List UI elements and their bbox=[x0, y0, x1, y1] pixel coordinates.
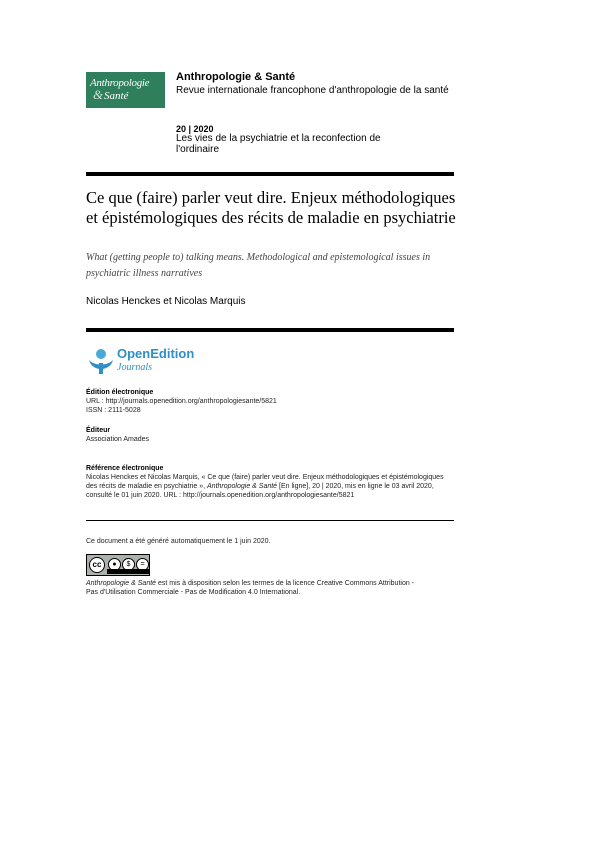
bottom-rule bbox=[86, 520, 454, 521]
cc-license-badge[interactable] bbox=[86, 554, 150, 576]
cc-badge-bar bbox=[107, 569, 149, 574]
publisher-name: Association Amades bbox=[86, 436, 150, 443]
edition-heading: Édition électronique bbox=[86, 389, 154, 396]
generated-note: Ce document a été généré automatiquement le 1 juin 2020. bbox=[86, 538, 271, 545]
middle-rule bbox=[86, 328, 454, 332]
journal-logo bbox=[86, 72, 165, 108]
issue-title: Les vies de la psychiatrie et la reconfection de l'ordinaire bbox=[176, 133, 381, 155]
edition-issn: ISSN : 2111-5028 bbox=[86, 407, 141, 414]
logo-text-line2: Santé bbox=[104, 90, 129, 102]
logo-ampersand: & bbox=[93, 87, 104, 102]
article-authors: Nicolas Henckes et Nicolas Marquis bbox=[86, 296, 246, 307]
reference-block bbox=[86, 464, 456, 500]
nc-icon: $ bbox=[122, 558, 135, 571]
top-rule bbox=[86, 172, 454, 176]
reference-text-part2: [En ligne], 20 | 2020, mis en ligne le 03 avril 2020, consulté le 01 juin 2020. URL : http://journals.openedition.org/anthropologiesante/5821 bbox=[86, 483, 434, 499]
publisher-heading: Éditeur bbox=[86, 427, 111, 434]
openedition-journals: Journals bbox=[117, 362, 152, 373]
reference-journal: Anthropologie & Santé bbox=[207, 483, 278, 490]
publisher-block bbox=[86, 426, 149, 444]
openedition-name: OpenEdition bbox=[117, 346, 195, 361]
cc-icon: cc bbox=[89, 557, 105, 573]
journal-subtitle: Revue internationale francophone d'anthropologie de la santé bbox=[176, 85, 449, 96]
nd-icon: = bbox=[136, 558, 149, 571]
issue-number: 20 | 2020 bbox=[176, 124, 214, 134]
reference-heading: Référence électronique bbox=[86, 465, 164, 472]
edition-url[interactable]: URL : http://journals.openedition.org/anthropologiesante/5821 bbox=[86, 398, 277, 405]
license-text-block bbox=[86, 579, 416, 597]
article-alt-title: What (getting people to) talking means. Methodological and epistemological issues in psychiatric illness narratives bbox=[86, 252, 431, 279]
by-icon: ● bbox=[108, 558, 121, 571]
reference-text-part1: Nicolas Henckes et Nicolas Marquis, « Ce que (faire) parler veut dire. Enjeux méthodologiques et épistémologiques des récits de maladie en psychiatrie », bbox=[86, 474, 444, 490]
journal-title: Anthropologie & Santé bbox=[176, 71, 296, 83]
logo-text-line1: Anthropologie bbox=[90, 77, 150, 89]
openedition-icon bbox=[86, 346, 116, 376]
edition-block bbox=[86, 388, 277, 415]
license-journal: Anthropologie & Santé bbox=[86, 580, 157, 587]
license-text: est mis à disposition selon les termes de la licence Creative Commons Attribution - Pas d'Utilisation Commerciale - Pas de Modification 4.0 International. bbox=[86, 580, 415, 596]
article-title: Ce que (faire) parler veut dire. Enjeux méthodologiques et épistémologiques des récits de maladie en psychiatrie bbox=[86, 188, 456, 227]
